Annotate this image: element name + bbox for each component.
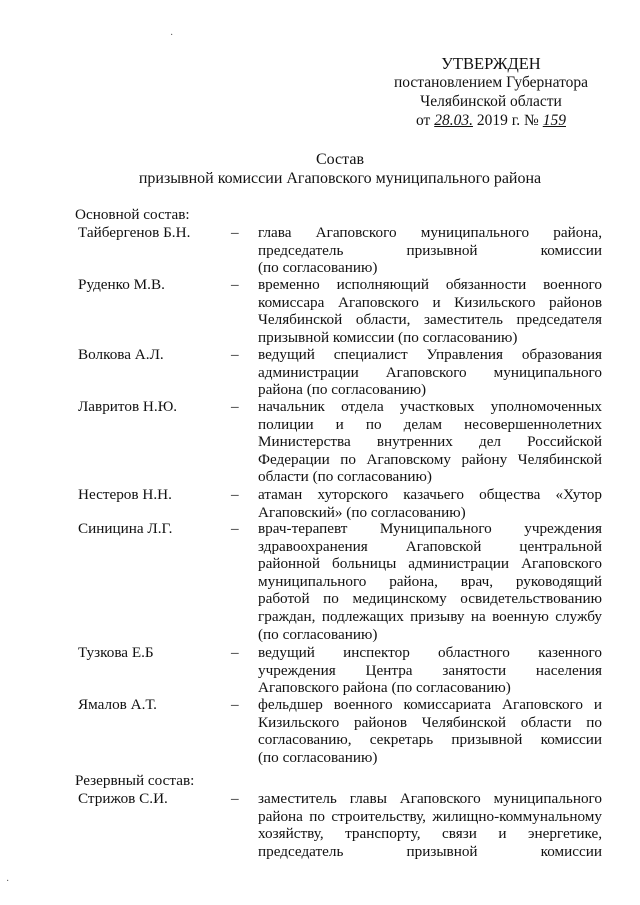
member-role [258,520,602,643]
role-line: учреждения Центра занятости населения [258,661,602,679]
approval-heading: УТВЕРЖДЕН [441,54,541,73]
role-line: (по согласованию) [258,625,378,643]
role-line: муниципального района, врач, руководящий [258,572,602,590]
dash: – [231,696,239,713]
role-line: призывной комиссии (по согласованию) [258,328,518,346]
member-role [258,346,602,399]
role-line: района по строительству, жилищно-коммунальному [258,807,602,825]
role-line: начальник отдела участковых уполномоченных [258,398,602,415]
member-name: Тузкова Е.Б [78,644,154,661]
role-line: временно исполняющий обязанности военного [258,276,602,293]
role-line: атаман хуторского казачьего общества «Хутор [258,486,602,503]
member-name: Руденко М.В. [78,276,165,293]
role-line: районной больницы администрации Агаповского [258,555,602,573]
member-name: Тайбергенов Б.Н. [78,224,191,241]
role-line: администрации Агаповского муниципального [258,363,602,381]
role-line: (по согласованию) [258,259,378,277]
member-role [258,696,602,766]
title-line-2: призывной комиссии Агаповского муниципального района [138,170,542,187]
dash: – [231,398,239,415]
dash: – [231,644,239,661]
role-line: области (по согласованию) [258,468,432,486]
member-name: Синицина Л.Г. [78,520,173,537]
member-name: Волкова А.Л. [78,346,164,363]
approval-number: 159 [542,112,566,129]
scan-speck: · [170,30,174,41]
role-line: хозяйству, транспорту, связи и энергетике, [258,825,602,843]
role-line: Челябинской области, заместитель председателя [258,311,602,329]
approval-block [360,54,622,130]
role-line: заместитель главы Агаповского муниципального [258,790,602,807]
role-line: согласованию, секретарь призывной комиссии [258,731,602,749]
title-line-1: Состав [315,151,364,168]
role-line: здравоохранения Агаповской центральной [258,537,602,555]
role-line: полиции и по делам несовершеннолетних [258,415,602,433]
role-line: врач-терапевт Муниципального учреждения [258,520,602,537]
member-role [258,644,602,697]
dash: – [231,346,239,363]
dash: – [231,224,239,241]
role-line: ведущий специалист Управления образования [258,346,602,363]
role-line: Кизильского районов Челябинской области по [258,713,602,731]
role-line: фельдшер военного комиссариата Агаповского и [258,696,602,713]
document-title [40,150,640,188]
role-line: района (по согласованию) [258,381,427,399]
dash: – [231,486,239,503]
role-line: ведущий инспектор областного казенного [258,644,602,661]
role-line: глава Агаповского муниципального района, [258,224,602,241]
approval-date: 28.03. [434,112,473,129]
approval-line-1: постановлением Губернатора [393,74,589,91]
approval-line-2: Челябинской области [420,93,562,110]
member-role [258,224,602,277]
role-line: работой по медицинскому освидетельствованию [258,590,602,608]
role-line: граждан, подлежащих призыву на военную службу [258,607,602,625]
member-role [258,276,602,346]
main-section-label: Основной состав: [75,206,190,223]
approval-date-line [360,111,622,130]
approval-from: от [416,112,431,129]
role-line: Агаповского района (по согласованию) [258,679,511,697]
role-line: (по согласованию) [258,748,378,766]
dash: – [231,276,239,293]
member-role [258,398,602,486]
role-line: председатель призывной комиссии [258,241,602,259]
member-name: Ямалов А.Т. [78,696,157,713]
member-name: Лавритов Н.Ю. [78,398,178,415]
member-name: Стрижов С.И. [78,790,168,807]
role-line: Министерства внутренних дел Российской [258,433,602,451]
member-name: Нестеров Н.Н. [78,486,172,503]
dash: – [231,790,239,807]
member-role [258,486,602,521]
role-line: председатель призывной комиссии [258,842,602,860]
scan-speck: · [6,876,10,887]
role-line: комиссара Агаповского и Кизильского районов [258,293,602,311]
role-line: Агаповский» (по согласованию) [258,503,466,521]
reserve-section-label: Резервный состав: [75,772,195,789]
dash: – [231,520,239,537]
approval-year: 2019 г. № [476,112,539,129]
member-role [258,790,602,860]
role-line: Федерации по Агаповскому району Челябинской [258,450,602,468]
